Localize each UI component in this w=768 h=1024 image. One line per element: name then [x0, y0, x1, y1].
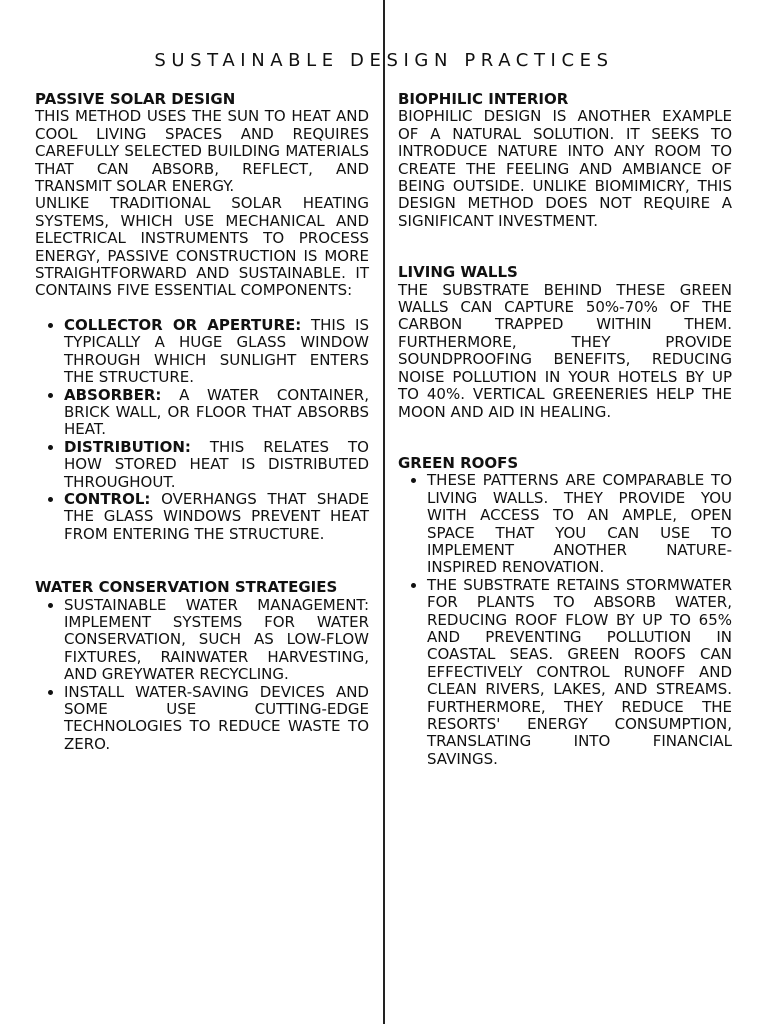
list-item: • SUSTAINABLE WATER MANAGEMENT: IMPLEMENT SYSTEMS FOR WATER CONSERVATION, SUCH AS LOW-FLOW FIXTURES, RAINWATER HARVESTING, AND GREYWATER RECYCLING. [64, 597, 369, 684]
biophilic-para: BIOPHILIC DESIGN IS ANOTHER EXAMPLE OF A NATURAL SOLUTION. IT SEEKS TO INTRODUCE NATURE INTO ANY ROOM TO CREATE THE FEELING AND AMBIANCE OF BEING OUTSIDE. UNLIKE BIOMIMICRY, THIS DESIGN METHOD DOES NOT REQUIRE A SIGNIFICANT INVESTMENT. [398, 107, 732, 230]
biophilic-heading: BIOPHILIC INTERIOR [398, 90, 569, 108]
bullet-term: DISTRIBUTION: [64, 437, 191, 456]
list-item: • THESE PATTERNS ARE COMPARABLE TO LIVING WALLS. THEY PROVIDE YOU WITH ACCESS TO AN AMPLE, OPEN SPACE THAT YOU CAN USE TO IMPLEMENT ANOTHER NATURE-INSPIRED RENOVATION. [427, 472, 732, 576]
green-roofs-heading: GREEN ROOFS [398, 453, 519, 472]
passive-solar-para-2: UNLIKE TRADITIONAL SOLAR HEATING SYSTEMS, WHICH USE MECHANICAL AND ELECTRICAL INSTRUMENTS TO PROCESS ENERGY, PASSIVE CONSTRUCTION IS MORE STRAIGHTFORWARD AND SUSTAINABLE. IT CONTAINS FIVE ESSENTIAL COMPONENTS: [35, 194, 369, 300]
list-item [64, 317, 369, 387]
list-item: • INSTALL WATER-SAVING DEVICES AND SOME USE CUTTING-EDGE TECHNOLOGIES TO REDUCE WASTE TO ZERO. [64, 684, 369, 754]
list-item [64, 387, 369, 439]
green-roofs-list [398, 472, 732, 768]
living-walls-para: THE SUBSTRATE BEHIND THESE GREEN WALLS CAN CAPTURE 50%-70% OF THE CARBON TRAPPED WITHIN THEM. FURTHERMORE, THEY PROVIDE SOUNDPROOFING BENEFITS, REDUCING NOISE POLLUTION IN YOUR HOTELS BY UP TO 40%. VERTICAL GREENERIES HELP THE MOON AND AID IN HEALING. [398, 280, 732, 421]
bullet-text: THIS IS TYPICALLY A HUGE GLASS WINDOW THROUGH WHICH SUNLIGHT ENTERS THE STRUCTURE. [64, 315, 369, 387]
water-conservation-heading: WATER CONSERVATION STRATEGIES [35, 578, 338, 597]
living-walls-heading: LIVING WALLS [398, 263, 518, 282]
right-column [398, 91, 732, 768]
list-item [64, 491, 369, 543]
passive-solar-para-1: THIS METHOD USES THE SUN TO HEAT AND COOL LIVING SPACES AND REQUIRES CAREFULLY SELECTED BUILDING MATERIALS THAT CAN ABSORB, REFLECT, AND TRANSMIT SOLAR ENERGY. [35, 107, 369, 196]
bullet-term: CONTROL: [64, 489, 151, 508]
column-divider [383, 0, 385, 1024]
passive-solar-heading: PASSIVE SOLAR DESIGN [35, 90, 236, 108]
list-item [64, 439, 369, 491]
passive-solar-components-list [35, 317, 369, 543]
bullet-text: A WATER CONTAINER, BRICK WALL, OR FLOOR THAT ABSORBS HEAT. [64, 385, 369, 439]
bullet-term: ABSORBER: [64, 385, 162, 404]
left-column [35, 91, 369, 753]
water-conservation-list [35, 597, 369, 754]
bullet-term: COLLECTOR OR APERTURE: [64, 315, 302, 334]
bullet-text: OVERHANGS THAT SHADE THE GLASS WINDOWS PREVENT HEAT FROM ENTERING THE STRUCTURE. [64, 489, 369, 543]
bullet-text: THIS RELATES TO HOW STORED HEAT IS DISTRIBUTED THROUGHOUT. [64, 437, 369, 491]
list-item: • THE SUBSTRATE RETAINS STORMWATER FOR PLANTS TO ABSORB WATER, REDUCING ROOF FLOW BY UP TO 65% AND PREVENTING POLLUTION IN COASTAL SEAS. GREEN ROOFS CAN EFFECTIVELY CONTROL RUNOFF AND CLEAN RIVERS, LAKES, AND STREAMS. FURTHERMORE, THEY REDUCE THE RESORTS' ENERGY CONSUMPTION, TRANSLATING INTO FINANCIAL SAVINGS. [427, 577, 732, 768]
page-title: SUSTAINABLE DESIGN PRACTICES [154, 50, 614, 71]
